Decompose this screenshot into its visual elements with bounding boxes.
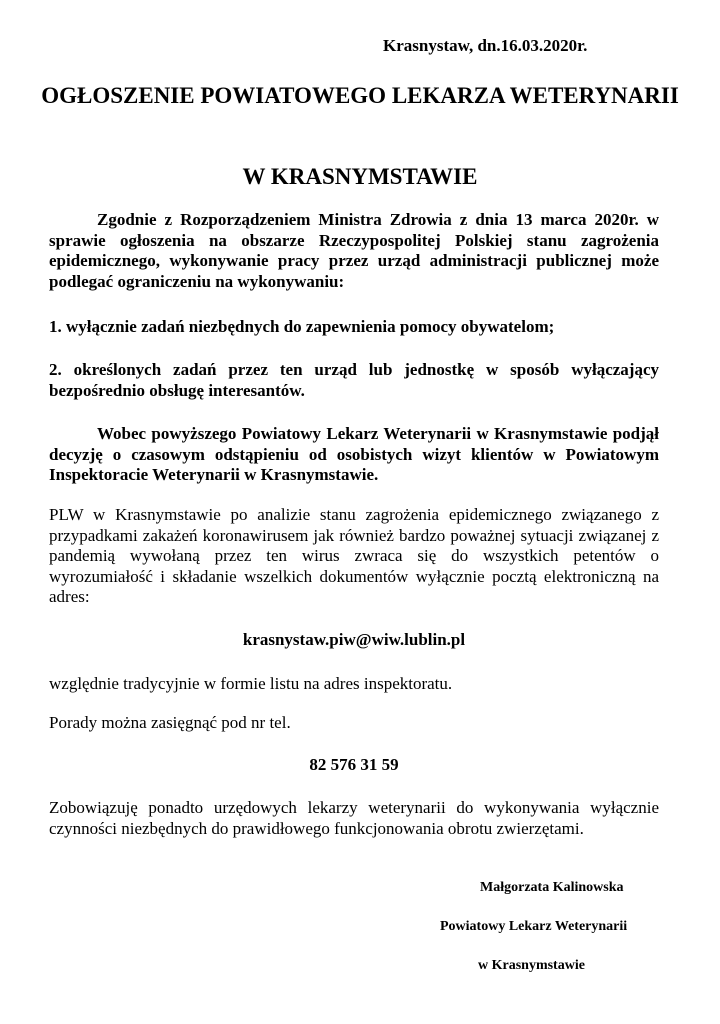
advice-paragraph: Porady można zasięgnąć pod nr tel. (49, 713, 291, 732)
list-item-1: 1. wyłącznie zadań niezbędnych do zapewnienia pomocy obywatelom; (49, 317, 555, 336)
signature-location: w Krasnymstawie (478, 958, 585, 973)
document-subtitle: W KRASNYMSTAWIE (242, 164, 478, 189)
phone-number: 82 576 31 59 (309, 755, 399, 774)
email-address: krasnystaw.piw@wiw.lublin.pl (242, 630, 466, 649)
intro-paragraph: Zgodnie z Rozporządzeniem Ministra Zdrowia z dnia 13 marca 2020r. w sprawie ogłoszenia na obszarze Rzeczypospolitej Polskiej stanu zagrożenia epidemicznego, wykonywanie pracy przez urząd administracji publicznej może podlegać ograniczeniu na wykonywaniu: (49, 210, 659, 291)
request-paragraph: PLW w Krasnymstawie po analizie stanu zagrożenia epidemicznego związanego z przypadkami zakażeń koronawirusem jak również bardzo poważnej sytuacji związanej z pandemią wywołaną przez ten wirus zwraca się do wszystkich petentów o wyrozumiałość i składanie wszelkich dokumentów wyłącznie pocztą elektroniczną na adres: (49, 505, 659, 606)
signature-position: Powiatowy Lekarz Weterynarii (440, 919, 628, 934)
list-item-2: 2. określonych zadań przez ten urząd lub jednostkę w sposób wyłączający bezpośrednio obsługę interesantów. (49, 360, 659, 400)
obligation-paragraph: Zobowiązuję ponadto urzędowych lekarzy weterynarii do wykonywania wyłącznie czynności niezbędnych do prawidłowego funkcjonowania obrotu zwierzętami. (49, 798, 659, 838)
date-line: Krasnystaw, dn.16.03.2020r. (383, 36, 588, 55)
decision-paragraph: Wobec powyższego Powiatowy Lekarz Weterynarii w Krasnymstawie podjął decyzję o czasowym odstąpieniu od osobistych wizyt klientów w Powiatowym Inspektoracie Weterynarii w Krasnymstawie. (49, 424, 659, 484)
alternative-paragraph: względnie tradycyjnie w formie listu na adres inspektoratu. (49, 674, 453, 693)
document-title: OGŁOSZENIE POWIATOWEGO LEKARZA WETERYNARII (41, 83, 679, 108)
signature-name: Małgorzata Kalinowska (480, 880, 624, 895)
